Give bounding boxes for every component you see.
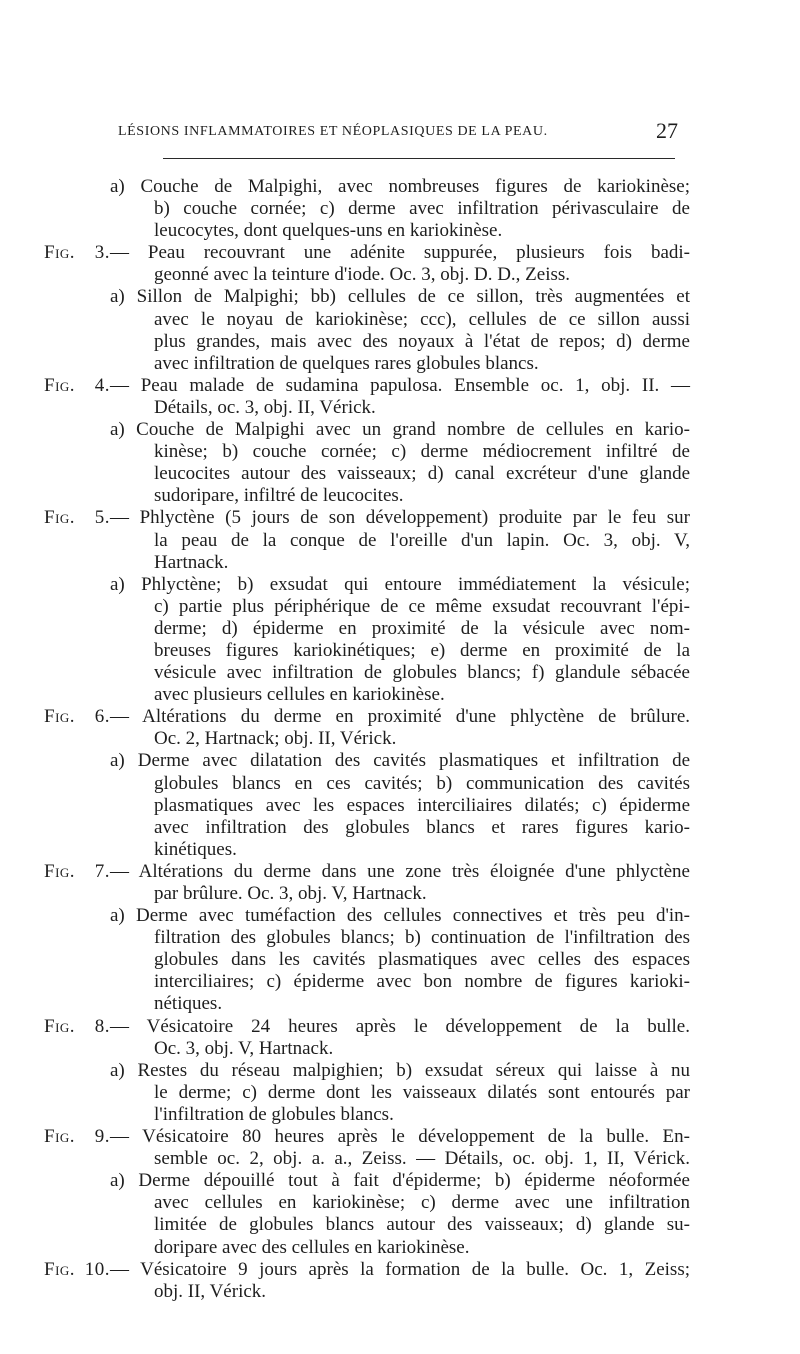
legend-line: avec infiltration des globules blancs et rares figures kario- bbox=[154, 816, 690, 838]
figure-legend-heading bbox=[44, 1126, 690, 1148]
figure-title: — Altérations du derme dans une zone très éloignée d'une phlyctène bbox=[110, 860, 690, 882]
figure-legend-heading bbox=[44, 507, 690, 529]
legend-line: globules dans les cavités plasmatiques avec celles des espaces bbox=[154, 949, 690, 971]
legend-line: c) partie plus périphérique de ce même exsudat recouvrant l'épi- bbox=[154, 595, 690, 617]
figure-legend-heading bbox=[44, 242, 690, 264]
legend-line: filtration des globules blancs; b) continuation de l'infiltration des bbox=[154, 927, 690, 949]
legend-line: a) Couche de Malpighi, avec nombreuses figures de kariokinèse; bbox=[110, 176, 690, 197]
legend-line: limitée de globules blancs autour des vaisseaux; d) glande su- bbox=[154, 1214, 690, 1236]
figure-legend-heading bbox=[44, 861, 690, 883]
legend-line: kinétiques. bbox=[154, 838, 237, 860]
figure-title: — Peau recouvrant une adénite suppurée, plusieurs fois badi- bbox=[110, 242, 690, 264]
legend-line: leucocites autour des vaisseaux; d) canal excréteur d'une glande bbox=[154, 463, 690, 485]
figure-number: Fig. 5. bbox=[44, 507, 110, 529]
page-number: 27 bbox=[656, 118, 678, 143]
figure-legend-heading bbox=[44, 375, 690, 397]
legend-line: nétiques. bbox=[154, 993, 223, 1015]
legend-line: a) Sillon de Malpighi; bb) cellules de ce sillon, très augmentées et bbox=[110, 286, 690, 308]
running-header bbox=[118, 118, 678, 150]
figure-title: — Vésicatoire 9 jours après la formation de la bulle. Oc. 1, Zeiss; bbox=[110, 1258, 690, 1280]
header-rule bbox=[163, 158, 675, 159]
figure-number: Fig. 7. bbox=[44, 860, 110, 882]
legend-line: vésicule avec infiltration de globules blancs; f) glandule sébacée bbox=[154, 662, 690, 684]
figure-title: — Peau malade de sudamina papulosa. Ensemble oc. 1, obj. II. — bbox=[110, 374, 690, 396]
legend-line: geonné avec la teinture d'iode. Oc. 3, obj. D. D., Zeiss. bbox=[154, 264, 571, 286]
legend-line: Oc. 3, obj. V, Hartnack. bbox=[154, 1037, 334, 1059]
figure-title: — Phlyctène (5 jours de son développement) produite par le feu sur bbox=[110, 507, 690, 529]
legend-line: a) Derme dépouillé tout à fait d'épiderme; b) épiderme néoformée bbox=[110, 1170, 690, 1192]
legend-line: a) Derme avec tuméfaction des cellules connectives et très peu d'in- bbox=[110, 905, 690, 927]
legend-line: plus grandes, mais avec des noyaux à l'état de repos; d) derme bbox=[154, 330, 690, 352]
figure-number: Fig. 3. bbox=[44, 242, 110, 264]
figure-legend-heading bbox=[44, 1016, 690, 1038]
figure-legend-heading bbox=[44, 1259, 690, 1281]
legend-line: Oc. 2, Hartnack; obj. II, Vérick. bbox=[154, 728, 397, 750]
legend-line: kinèse; b) couche cornée; c) derme médiocrement infiltré de bbox=[154, 441, 690, 463]
legend-line: derme; d) épiderme en proximité de la vésicule avec nom- bbox=[154, 617, 690, 639]
legend-line: Détails, oc. 3, obj. II, Vérick. bbox=[154, 396, 376, 418]
figure-number: Fig. 10. bbox=[44, 1258, 110, 1280]
legend-line: sudoripare, infiltré de leucocites. bbox=[154, 485, 404, 507]
legend-line: le derme; c) derme dont les vaisseaux dilatés sont entourés par bbox=[154, 1081, 690, 1103]
figure-number: Fig. 8. bbox=[44, 1015, 110, 1037]
legend-line: plasmatiques avec les espaces interciliaires dilatés; c) épiderme bbox=[154, 794, 690, 816]
figure-legends bbox=[44, 176, 690, 1303]
legend-line: a) Phlyctène; b) exsudat qui entoure immédiatement la vésicule; bbox=[110, 573, 690, 595]
legend-line: leucocytes, dont quelques-uns en kariokinèse. bbox=[154, 220, 503, 242]
running-title: LÉSIONS INFLAMMATOIRES ET NÉOPLASIQUES DE LA PEAU. bbox=[118, 124, 548, 139]
legend-line: avec cellules en kariokinèse; c) derme avec une infiltration bbox=[154, 1192, 690, 1214]
legend-line: par brûlure. Oc. 3, obj. V, Hartnack. bbox=[154, 883, 427, 904]
legend-line: a) Derme avec dilatation des cavités plasmatiques et infiltration de bbox=[110, 750, 690, 772]
legend-line: a) Couche de Malpighi avec un grand nombre de cellules en kario- bbox=[110, 419, 690, 441]
figure-legend-heading bbox=[44, 706, 690, 728]
legend-line: semble oc. 2, obj. a. a., Zeiss. — Détails, oc. obj. 1, II, Vérick. bbox=[154, 1148, 690, 1170]
figure-title: — Altérations du derme en proximité d'une phlyctène de brûlure. bbox=[110, 706, 690, 728]
legend-line: a) Restes du réseau malpighien; b) exsudat séreux qui laisse à nu bbox=[110, 1059, 690, 1081]
figure-title: — Vésicatoire 24 heures après le développement de la bulle. bbox=[110, 1015, 690, 1037]
legend-line: doripare avec des cellules en kariokinèse. bbox=[154, 1236, 470, 1258]
legend-line: avec infiltration de quelques rares globules blancs. bbox=[154, 352, 539, 374]
legend-line: breuses figures kariokinétiques; e) derme en proximité de la bbox=[154, 639, 690, 661]
legend-line: la peau de la conque de l'oreille d'un lapin. Oc. 3, obj. V, bbox=[154, 529, 690, 551]
legend-line: avec le noyau de kariokinèse; ccc), cellules de ce sillon aussi bbox=[154, 308, 690, 330]
legend-line: l'infiltration de globules blancs. bbox=[154, 1103, 394, 1125]
legend-line: globules blancs en ces cavités; b) communication des cavités bbox=[154, 772, 690, 794]
figure-number: Fig. 4. bbox=[44, 374, 110, 396]
legend-line: avec plusieurs cellules en kariokinèse. bbox=[154, 684, 445, 706]
figure-number: Fig. 9. bbox=[44, 1126, 110, 1148]
legend-line: b) couche cornée; c) derme avec infiltration périvasculaire de bbox=[154, 198, 690, 220]
legend-line: Hartnack. bbox=[154, 551, 229, 573]
legend-line: interciliaires; c) épiderme avec bon nombre de figures karioki- bbox=[154, 971, 690, 993]
legend-line: obj. II, Vérick. bbox=[154, 1280, 267, 1302]
figure-number: Fig. 6. bbox=[44, 706, 110, 728]
figure-title: — Vésicatoire 80 heures après le développement de la bulle. En- bbox=[110, 1126, 690, 1148]
